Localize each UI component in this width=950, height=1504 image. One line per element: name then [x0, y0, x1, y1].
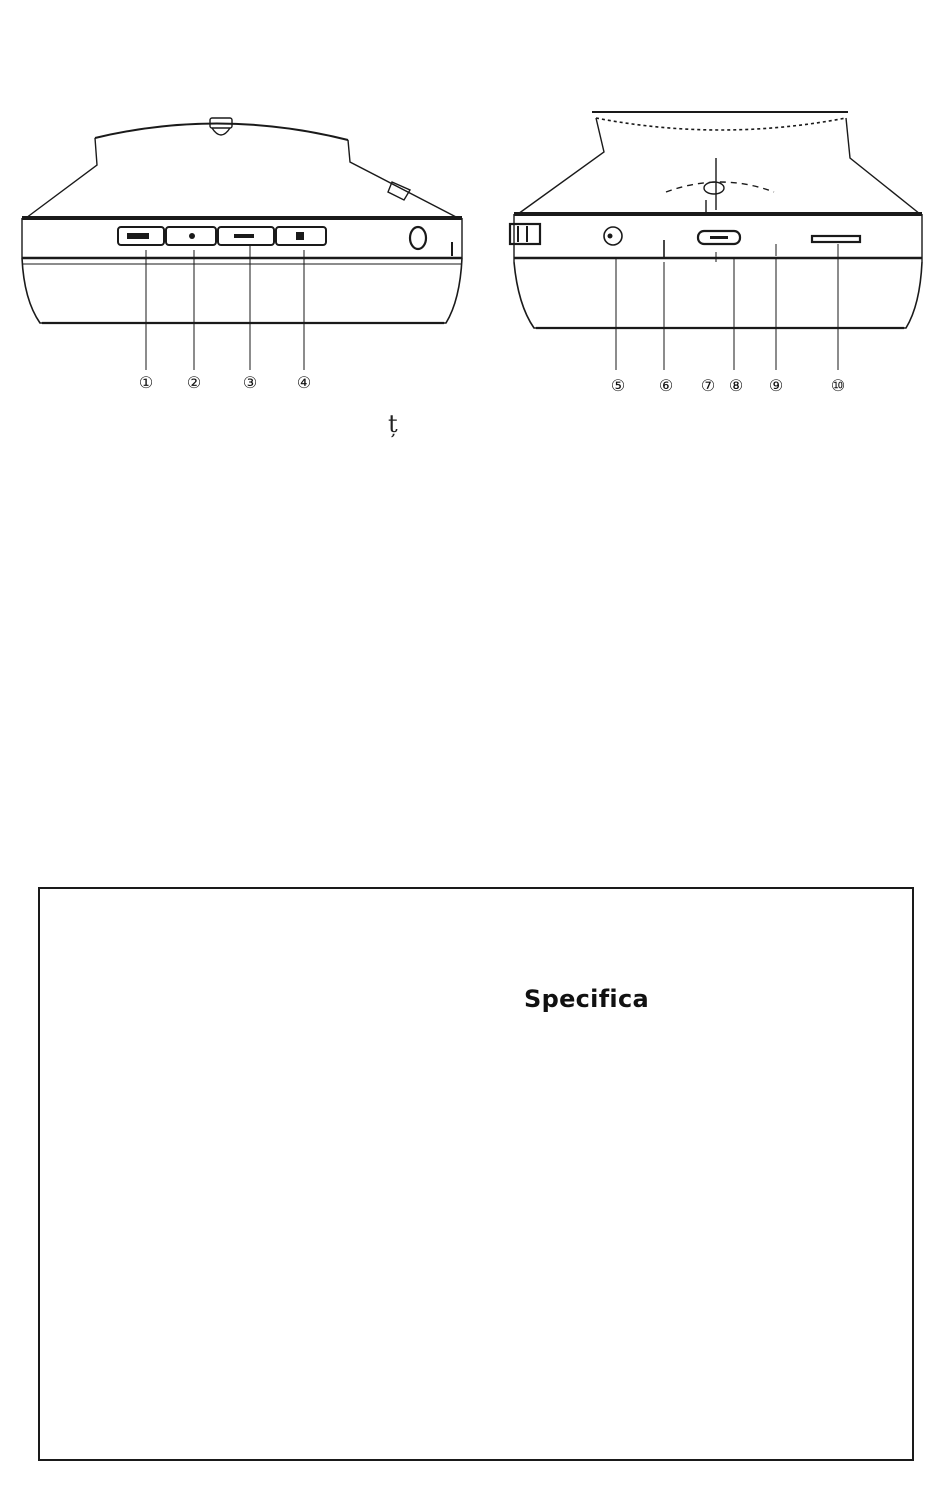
callout-7: ⑦: [700, 376, 716, 395]
callout-6: ⑥: [658, 376, 674, 395]
callout-4: ④: [296, 373, 312, 392]
stray-mark: ț: [388, 410, 398, 438]
specification-box: [38, 887, 914, 1461]
callout-10: ⑩: [830, 376, 846, 395]
device-diagram: [0, 0, 950, 470]
specification-title: Specifica: [524, 985, 649, 1013]
callout-9: ⑨: [768, 376, 784, 395]
rear-view: [510, 112, 922, 370]
callout-8: ⑧: [728, 376, 744, 395]
callout-3: ③: [242, 373, 258, 392]
front-view: [22, 118, 462, 370]
callout-5: ⑤: [610, 376, 626, 395]
callout-2: ②: [186, 373, 202, 392]
callout-1: ①: [138, 373, 154, 392]
